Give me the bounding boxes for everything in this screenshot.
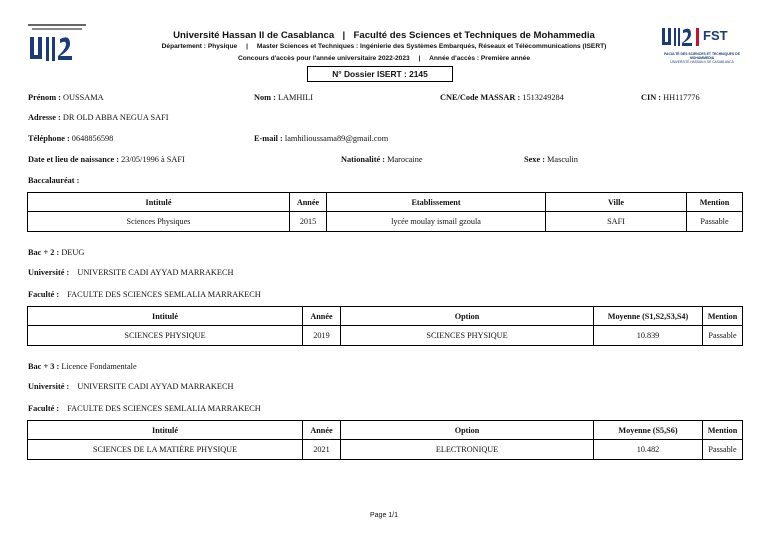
sexe-label: Sexe : <box>524 155 545 164</box>
header-title <box>0 30 768 41</box>
naissance-value: 23/05/1996 à SAFI <box>121 155 185 164</box>
bac-table <box>27 192 743 232</box>
telephone-field <box>28 134 113 143</box>
cell-intitule: Sciences Physiques <box>28 212 290 232</box>
nom-value: LAMHILI <box>277 93 313 102</box>
department: Département : Physique <box>161 43 238 50</box>
bac3-label: Bac + 3 : <box>28 362 60 371</box>
th-moyenne: Moyenne (S1,S2,S3,S4) <box>594 307 703 326</box>
cin-label: CIN : <box>641 93 662 102</box>
telephone-value: 0648856598 <box>71 134 114 143</box>
university-name: Université Hassan II de Casablanca <box>173 30 335 41</box>
bac2-value: DEUG <box>61 248 85 257</box>
bac3-value: Licence Fondamentale <box>61 362 137 371</box>
cell-moyenne: 10.482 <box>594 440 703 460</box>
telephone-label: Téléphone : <box>28 134 70 143</box>
cell-mention: Passable <box>703 326 743 346</box>
th-mention: Mention <box>703 421 743 440</box>
adresse-label: Adresse : <box>28 113 61 122</box>
th-moyenne: Moyenne (S5,S6) <box>594 421 703 440</box>
bac2-faculte-label: Faculté : <box>28 290 60 299</box>
cell-intitule: SCIENCES PHYSIQUE <box>28 326 303 346</box>
fst-logo-caption2: UNIVERSITÉ HASSAN II DE CASABLANCA <box>670 60 734 64</box>
cell-etablissement: lycée moulay ismail gzoula <box>327 212 546 232</box>
cell-mention: Passable <box>687 212 743 232</box>
prenom-field <box>28 93 104 102</box>
table-header-row <box>28 421 743 440</box>
th-option: Option <box>341 307 594 326</box>
table-row <box>28 326 743 346</box>
cell-ville: SAFI <box>546 212 687 232</box>
cne-label: CNE/Code MASSAR : <box>440 93 521 102</box>
bac2-label: Bac + 2 : <box>28 248 60 257</box>
th-etablissement: Etablissement <box>327 193 546 212</box>
nom-label: Nom : <box>254 93 276 102</box>
bac2-universite-value: UNIVERSITE CADI AYYAD MARRAKECH <box>77 268 234 277</box>
cell-moyenne: 10.839 <box>594 326 703 346</box>
nom-field <box>254 93 313 102</box>
sexe-field <box>524 155 578 164</box>
th-option: Option <box>341 421 594 440</box>
nationalite-value: Marocaine <box>387 155 423 164</box>
bac2-field <box>28 248 84 257</box>
bac3-field <box>28 362 137 371</box>
table-row <box>28 212 743 232</box>
naissance-label: Date et lieu de naissance : <box>28 155 120 164</box>
cell-annee: 2019 <box>303 326 341 346</box>
cin-field <box>641 93 700 102</box>
header-separator: | <box>246 43 248 50</box>
nationalite-field <box>341 155 423 164</box>
naissance-field <box>28 155 185 164</box>
dossier-number-box: N° Dossier ISERT : 2145 <box>307 66 453 82</box>
header-separator: | <box>342 30 346 41</box>
bac3-table <box>27 420 743 460</box>
bac3-universite-label: Université : <box>28 382 70 391</box>
nationalite-label: Nationalité : <box>341 155 386 164</box>
th-annee: Année <box>303 421 341 440</box>
cell-mention: Passable <box>703 440 743 460</box>
prenom-value: OUSSAMA <box>63 93 104 102</box>
table-header-row <box>28 307 743 326</box>
email-label: E-mail : <box>254 134 283 143</box>
th-ville: Ville <box>546 193 687 212</box>
cell-option: SCIENCES PHYSIQUE <box>341 326 594 346</box>
email-value: lamhilioussama89@gmail.com <box>284 134 389 143</box>
cell-intitule: SCIENCES DE LA MATIÈRE PHYSIQUE <box>28 440 303 460</box>
bac3-faculte-label: Faculté : <box>28 404 60 413</box>
cin-value: HH117776 <box>663 93 700 102</box>
cell-annee: 2015 <box>290 212 327 232</box>
th-mention: Mention <box>703 307 743 326</box>
bac2-faculte-field <box>28 290 261 299</box>
table-header-row <box>28 193 743 212</box>
bac-section-title: Baccalauréat : <box>28 176 80 185</box>
faculty-name: Faculté des Sciences et Techniques de Mohammedia <box>353 30 595 41</box>
adresse-field <box>28 113 168 122</box>
th-annee: Année <box>290 193 327 212</box>
email-field <box>254 134 388 143</box>
bac3-faculte-field <box>28 404 261 413</box>
th-intitule: Intitulé <box>28 193 290 212</box>
cell-option: ELECTRONIQUE <box>341 440 594 460</box>
cne-field <box>440 93 564 102</box>
header-separator: | <box>418 55 421 62</box>
adresse-value: DR OLD ABBA NEGUA SAFI <box>62 113 169 122</box>
th-intitule: Intitulé <box>28 421 303 440</box>
bac2-universite-label: Université : <box>28 268 70 277</box>
th-annee: Année <box>303 307 341 326</box>
annee-acces: Année d'accès : Première année <box>429 55 531 62</box>
header-concours-line <box>0 55 768 62</box>
bac2-table <box>27 306 743 346</box>
bac3-universite-value: UNIVERSITE CADI AYYAD MARRAKECH <box>77 382 234 391</box>
page-number: Page 1/1 <box>369 512 399 519</box>
cne-value: 1513249284 <box>522 93 564 102</box>
fst-logo-text: FST <box>703 28 728 43</box>
fst-logo-caption: FACULTÉ DES SCIENCES ET TECHNIQUES DE MOHAMMEDIA <box>664 52 740 60</box>
th-intitule: Intitulé <box>28 307 303 326</box>
th-mention: Mention <box>687 193 743 212</box>
bac3-universite-field <box>28 382 234 391</box>
prenom-label: Prénom : <box>28 93 61 102</box>
sexe-value: Masculin <box>547 155 578 164</box>
master-program: Master Sciences et Techniques : Ingénierie des Systèmes Embarqués, Réseaux et Télécommunications (ISERT) <box>256 43 607 50</box>
bac3-faculte-value: FACULTE DES SCIENCES SEMLALIA MARRAKECH <box>67 404 261 413</box>
bac2-universite-field <box>28 268 234 277</box>
header-program-line <box>0 43 768 50</box>
concours: Concours d'accès pour l'année universitaire 2022-2023 <box>237 55 410 62</box>
table-row <box>28 440 743 460</box>
bac2-faculte-value: FACULTE DES SCIENCES SEMLALIA MARRAKECH <box>67 290 261 299</box>
cell-annee: 2021 <box>303 440 341 460</box>
